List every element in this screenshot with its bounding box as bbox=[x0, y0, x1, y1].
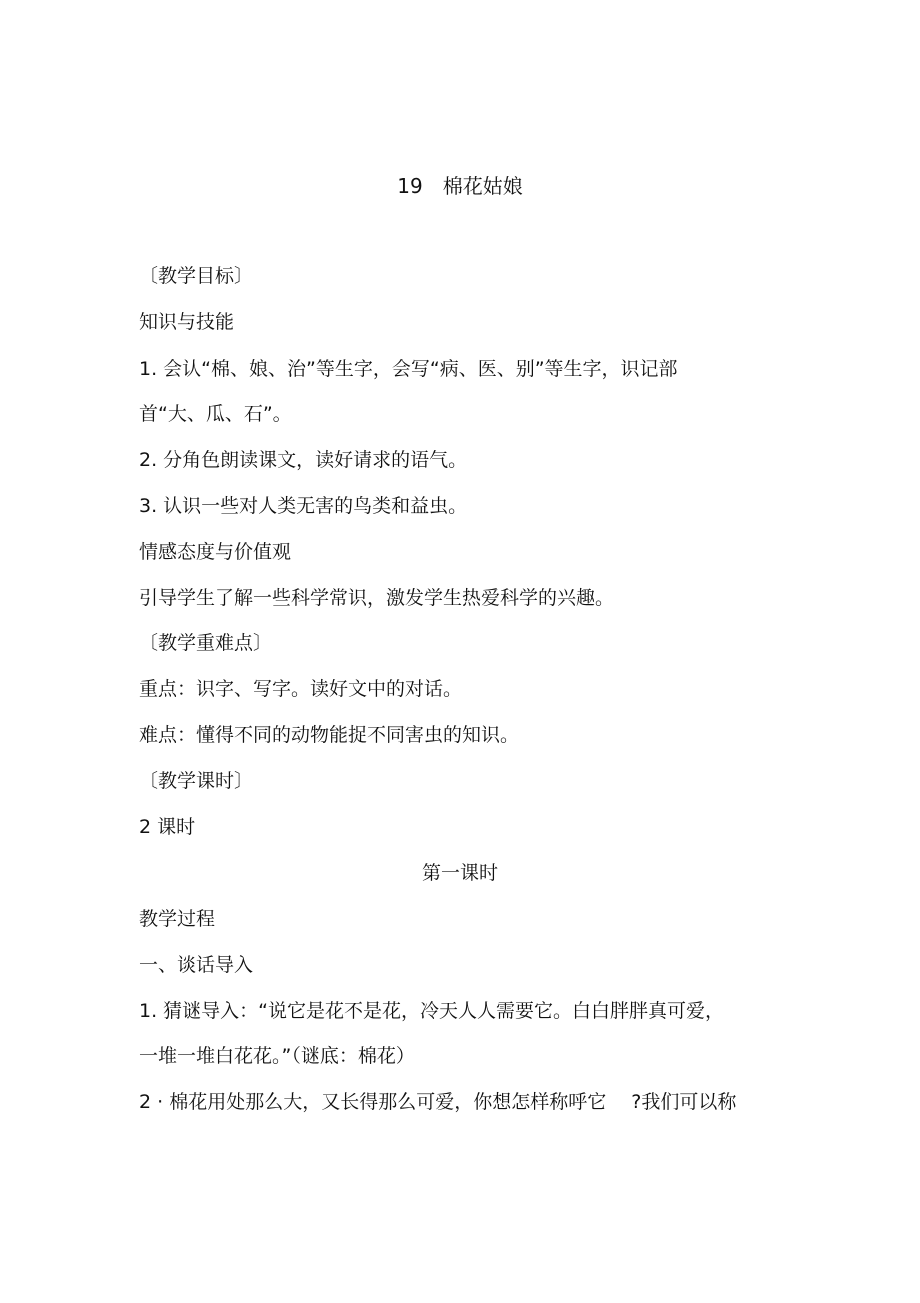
objective-item-2: 2. 分角色朗读课文，读好请求的语气。 bbox=[139, 449, 468, 471]
subheading-attitude-values: 情感态度与价值观 bbox=[139, 541, 292, 563]
first-lesson-heading: 第一课时 bbox=[421, 862, 498, 884]
objective-item-3: 3. 认识一些对人类无害的鸟类和益虫。 bbox=[139, 495, 468, 517]
objective-item-1: 1. 会认“棉、娘、治”等生字，会写“病、医、别”等生字，识记部 bbox=[139, 358, 678, 380]
section-heading-key-points: 〔教学重难点〕 bbox=[139, 632, 273, 654]
attitude-paragraph: 引导学生了解一些科学常识，激发学生热爱科学的兴趣。 bbox=[139, 587, 615, 609]
step-heading-introduction: 一、谈话导入 bbox=[139, 954, 254, 976]
class-hours-value: 2 课时 bbox=[139, 816, 196, 838]
section-heading-objectives: 〔教学目标〕 bbox=[139, 265, 254, 287]
section-heading-class-hours: 〔教学课时〕 bbox=[139, 770, 254, 792]
step-item-1: 1. 猜谜导入：“说它是花不是花，冷天人人需要它。白白胖胖真可爱， bbox=[139, 1000, 725, 1022]
subheading-teaching-process: 教学过程 bbox=[139, 908, 216, 930]
key-point-line: 重点：识字、写字。读好文中的对话。 bbox=[139, 678, 463, 700]
lesson-title: 19 棉花姑娘 bbox=[397, 174, 523, 198]
step-item-1-continued: 一堆一堆白花花。”（谜底：棉花） bbox=[139, 1045, 415, 1067]
objective-item-1-continued: 首“大、瓜、石”。 bbox=[139, 403, 292, 425]
difficult-point-line: 难点：懂得不同的动物能捉不同害虫的知识。 bbox=[139, 724, 520, 746]
subheading-knowledge-skills: 知识与技能 bbox=[139, 311, 235, 333]
step-item-2: 2 · 棉花用处那么大，又长得那么可爱，你想怎样称呼它 ?我们可以称 bbox=[139, 1091, 737, 1113]
